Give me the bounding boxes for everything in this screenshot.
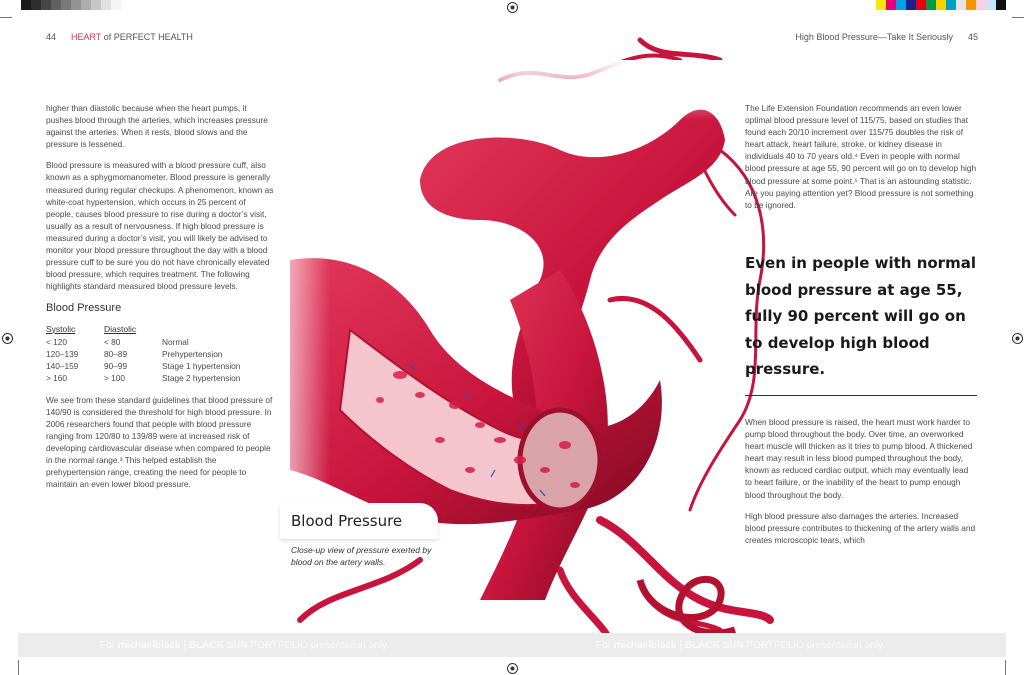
watermark-name: michaelblack	[613, 640, 677, 651]
left-page-number: 44	[46, 32, 57, 42]
table-cell: 140–159	[46, 360, 79, 371]
right-text-column-top	[745, 102, 977, 220]
table-row	[46, 336, 240, 348]
table-row	[46, 360, 240, 372]
watermark-name: michaelblack	[117, 640, 181, 651]
right-page-number: 45	[967, 32, 978, 42]
watermark-prefix: For	[100, 640, 118, 651]
paragraph: We see from these standard guidelines that blood pressure of 140/90 is considered the threshold for high blood pressure. In 2006 researchers found that people with blood pressure ranging from 120/80 to 139/89 were at increased risk of developing cardiovascular disease when compared to people in the normal range.³ This helped establish the prehypertension range, creating the need for people to maintain an even lower blood pressure.	[46, 394, 273, 490]
watermark-brand: BLACK SUN	[188, 640, 248, 651]
chapter-title: High Blood Pressure—Take It Seriously	[795, 32, 953, 42]
watermark-left	[100, 640, 389, 651]
table-cell: > 100	[104, 372, 125, 383]
paragraph: Blood pressure is measured with a blood pressure cuff, also known as a sphygmomanometer. Blood pressure is generally measured during regular checkups. A phenomenon, known as white-coat hypertension, which occurs in 25 percent of people, causes blood pressure to rise during a doctor’s visit, usually as a result of nervousness. If high blood pressure is measured during a doctor’s visit, you will likely be advised to monitor your blood pressure throughout the day with a blood pressure cuff to be sure you do not have chronically elevated blood pressure, which requires treatment. The following highlights standard measured blood pressure levels.	[46, 160, 274, 292]
pull-quote: Even in people with normal blood pressure at age 55, fully 90 percent will go on to develop high blood pressure.	[745, 254, 976, 378]
table-title: Blood Pressure	[46, 302, 122, 315]
paragraph: higher than diastolic because when the heart pumps, it pushes blood through the arteries, which increases pressure against the arteries. When it rests, blood slows and the pressure is lessened.	[46, 103, 268, 150]
table-cell: Prehypertension	[162, 348, 223, 359]
table-row	[46, 348, 240, 360]
paragraph: The Life Extension Foundation recommends an even lower optimal blood pressure level of 115/75, based on studies that found each 20/10 increment over 115/75 doubles the risk of heart attack, heart failure, stroke, or kidney disease in individuals 40 to 70 years old.⁴ Even in people with normal blood pressure at age 55, 90 percent will go on to develop high blood pressure at some point.⁵ That is an astounding statistic. Are you paying attention yet? Blood pressure is not something to be ignored.	[745, 103, 977, 210]
divider	[745, 395, 977, 396]
fade-overlay	[420, 60, 740, 120]
watermark-right	[596, 640, 885, 651]
table-cell: 90–99	[104, 360, 128, 371]
caption-text: Close-up view of pressure exerted by blood on the artery walls.	[291, 545, 432, 567]
right-text-column-bottom	[745, 416, 977, 555]
artery-cross-section	[520, 410, 600, 510]
watermark-brand: BLACK SUN	[684, 640, 744, 651]
paragraph: When blood pressure is raised, the heart must work harder to pump blood throughout the body. Over time, an overworked heart muscle will thicken as it tries to pump blood. A thickened heart may result in less blood pumped throughout the body, known as reduced cardiac output, which may eventually lead to heart failure, or the inability of the heart to pump enough blood throughout the body.	[745, 417, 973, 500]
table-cell: Normal	[162, 336, 189, 347]
watermark-prefix: For	[596, 640, 614, 651]
watermark-suffix: PORTFOLIO presentation only.	[247, 640, 389, 651]
table-cell: Stage 1 hypertension	[162, 360, 241, 371]
table-cell: < 120	[46, 336, 67, 347]
table-cell: 80–89	[104, 348, 128, 359]
watermark-suffix: PORTFOLIO presentation only.	[743, 640, 885, 651]
book-title-rest: of PERFECT HEALTH	[101, 32, 193, 42]
paragraph: High blood pressure also damages the arteries. Increased blood pressure contributes to thickening of the artery walls and creates microscopic tears, which	[745, 510, 976, 545]
table-cell: < 80	[104, 336, 121, 347]
column-header-systolic: Systolic	[46, 323, 76, 334]
table-cell: 120–139	[46, 348, 79, 359]
column-header-category	[162, 323, 240, 336]
table-cell: Stage 2 hypertension	[162, 372, 241, 383]
watermark-separator: |	[180, 640, 189, 651]
blood-pressure-table	[46, 323, 240, 384]
table-cell: > 160	[46, 372, 67, 383]
coiled-vessel	[640, 579, 735, 633]
table-row	[46, 372, 240, 384]
watermark-separator: |	[676, 640, 685, 651]
column-header-diastolic: Diastolic	[104, 323, 137, 334]
book-title-accent: HEART	[71, 32, 102, 42]
left-text-column	[46, 102, 274, 499]
caption-title: Blood Pressure	[291, 512, 403, 530]
